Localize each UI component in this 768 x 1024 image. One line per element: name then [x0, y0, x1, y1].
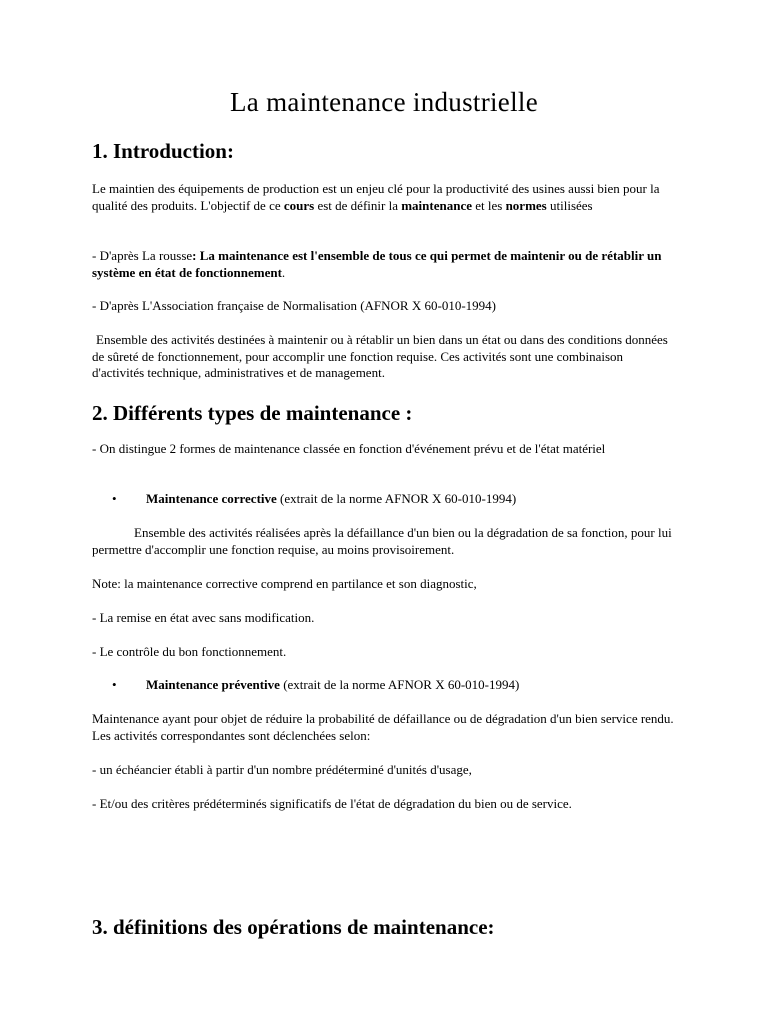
larousse-definition: [92, 248, 677, 281]
section-heading-operations: 3. définitions des opérations de maintenance:: [92, 915, 495, 939]
larousse-bold-definition: : La maintenance est l'ensemble de tous ce qui permet de maintenir ou de rétablir un système en état de fonctionnement: [92, 248, 662, 280]
preventive-definition: Maintenance ayant pour objet de réduire la probabilité de défaillance ou de dégradation d'un bien service rendu. Les activités correspondantes sont déclenchées selon:: [92, 711, 674, 743]
corrective-item-controle: - Le contrôle du bon fonctionnement.: [92, 644, 287, 659]
types-intro: - On distingue 2 formes de maintenance classée en fonction d'événement prévu et de l'état matériel: [92, 441, 606, 456]
larousse-period: .: [281, 264, 286, 280]
intro-text-a: Le maintien des équipements de production est un enjeu clé pour la productivité des usines aussi bien pour la qualité des produits. L'objectif de ce: [92, 181, 660, 213]
corrective-item-remise: - La remise en état avec sans modification.: [92, 610, 315, 625]
intro-text-d: et les: [472, 197, 506, 213]
document-title: La maintenance industrielle: [230, 87, 538, 117]
bullet-dot: •: [112, 491, 117, 506]
bullet-preventive-title: Maintenance préventive: [146, 677, 280, 692]
bullet-corrective-title: Maintenance corrective: [146, 491, 277, 506]
bullet-preventive: [112, 677, 519, 694]
intro-bold-cours: cours: [283, 197, 315, 213]
intro-paragraph: [92, 181, 677, 214]
section-heading-types: 2. Différents types de maintenance :: [92, 401, 413, 425]
bullet-corrective: [112, 491, 516, 508]
preventive-item-criteres: - Et/ou des critères prédéterminés significatifs de l'état de dégradation du bien ou de service.: [92, 796, 572, 811]
intro-bold-maintenance: maintenance: [401, 197, 472, 213]
intro-text-c: est de définir la: [314, 197, 402, 213]
bullet-preventive-source: (extrait de la norme AFNOR X 60-010-1994): [279, 677, 520, 692]
intro-text-e: utilisées: [546, 197, 593, 213]
bullet-dot: •: [112, 677, 117, 692]
preventive-item-echeancier: - un échéancier établi à partir d'un nombre prédéterminé d'unités d'usage,: [92, 762, 472, 777]
corrective-definition: [92, 525, 677, 558]
corrective-definition-text: Ensemble des activités réalisées après la défaillance d'un bien ou la dégradation de sa fonction, pour lui permettre d'accomplir une fonction requise, au moins provisoirement.: [92, 525, 672, 557]
afnor-reference: - D'après L'Association française de Normalisation (AFNOR X 60-010-1994): [92, 298, 496, 313]
intro-bold-normes: normes: [505, 197, 547, 213]
afnor-definition: [92, 332, 677, 382]
afnor-definition-text: Ensemble des activités destinées à maintenir ou à rétablir un bien dans un état ou dans des conditions données de sûreté de fonctionnement, pour accomplir une fonction requise. Ces activités sont une combinaison d'activités technique, administratives et de management.: [92, 332, 668, 380]
bullet-corrective-source: (extrait de la norme AFNOR X 60-010-1994): [276, 491, 517, 506]
larousse-prefix: - D'après La rousse: [92, 248, 193, 263]
section-heading-introduction: 1. Introduction:: [92, 139, 234, 163]
corrective-note: Note: la maintenance corrective comprend en partilance et son diagnostic,: [92, 576, 477, 591]
